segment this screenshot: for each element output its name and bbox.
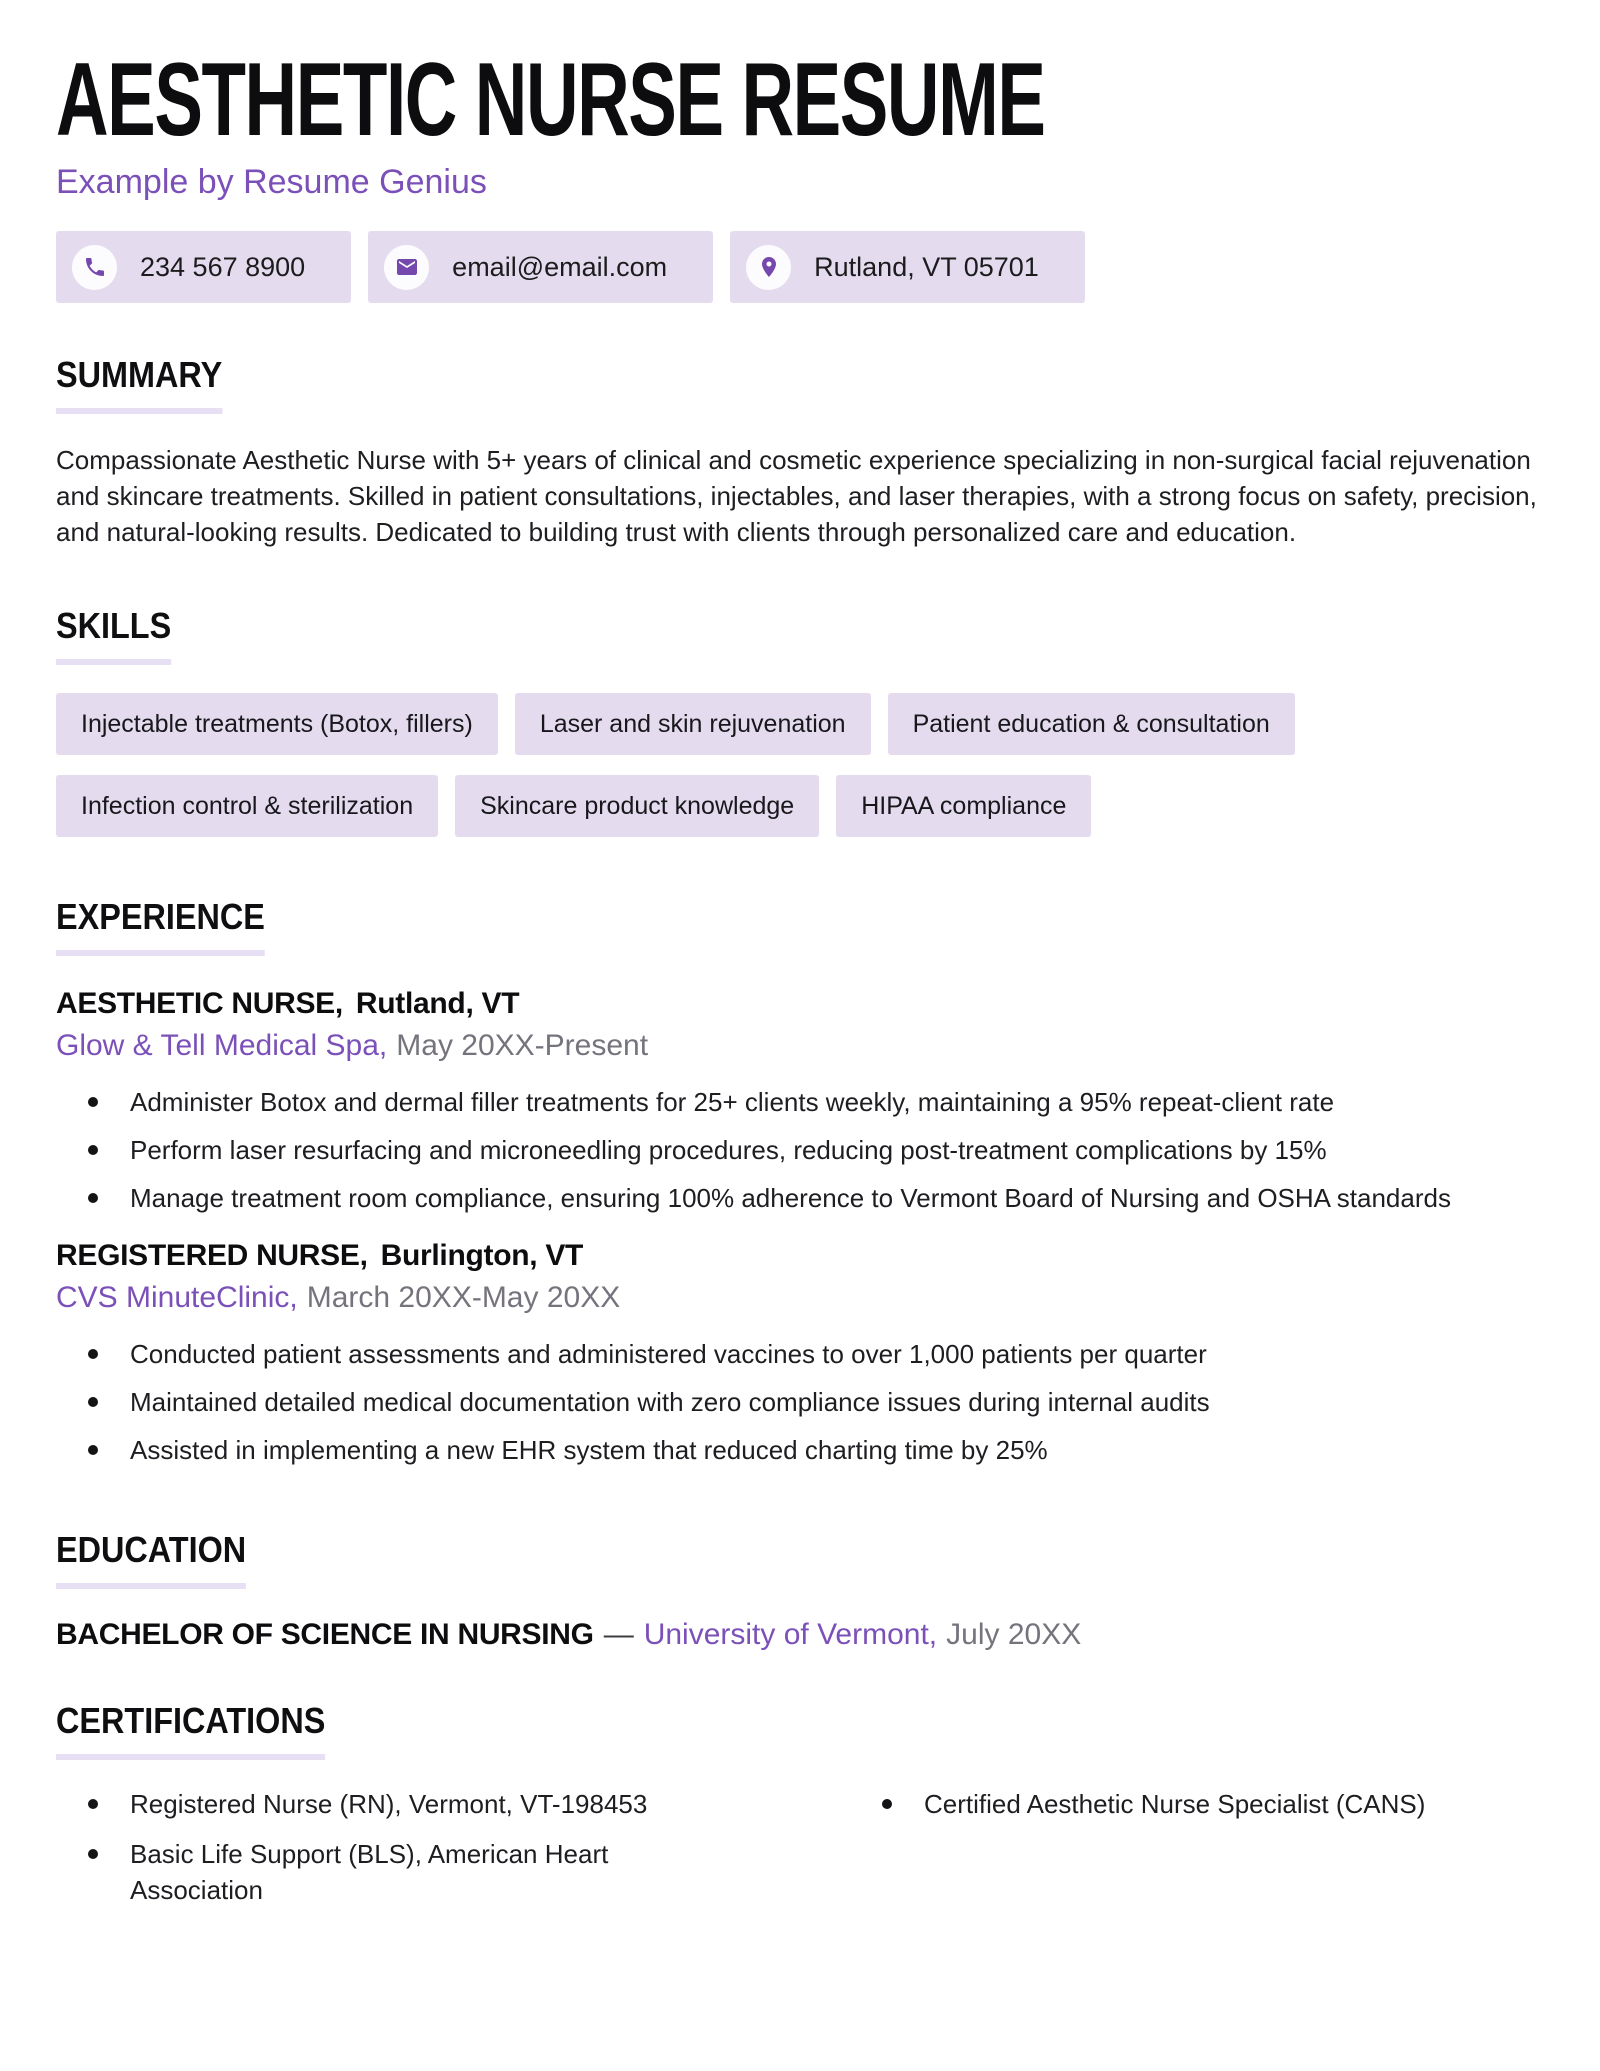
location-text: Rutland, VT 05701 (814, 251, 1039, 282)
certifications-section (56, 1701, 1544, 1922)
job-title-line (56, 1238, 1544, 1274)
skill-pill: Injectable treatments (Botox, fillers) (56, 693, 498, 755)
job-bullet-list (56, 1084, 1544, 1216)
job-bullet: Assisted in implementing a new EHR system that reduced charting time by 25% (88, 1432, 1544, 1468)
degree-name: BACHELOR OF SCIENCE IN NURSING (56, 1618, 594, 1651)
job-bullet: Maintained detailed medical documentation with zero compliance issues during internal audits (88, 1384, 1544, 1420)
phone-chip (56, 231, 351, 303)
skills-heading: SKILLS (56, 605, 172, 646)
degree-line (56, 1617, 1544, 1653)
job-title: REGISTERED NURSE, (56, 1239, 368, 1272)
job-bullet: Administer Botox and dermal filler treatments for 25+ clients weekly, maintaining a 95% repeat-client rate (88, 1084, 1544, 1120)
job-bullet: Manage treatment room compliance, ensuring 100% adherence to Vermont Board of Nursing and OSHA standards (88, 1180, 1544, 1216)
certification-item: Certified Aesthetic Nurse Specialist (CANS) (882, 1786, 1544, 1822)
job-bullet-list (56, 1336, 1544, 1468)
contact-chips-row (56, 231, 1544, 303)
skill-pill: HIPAA compliance (836, 775, 1091, 837)
job-dates: May 20XX-Present (396, 1029, 649, 1062)
company-name: CVS MinuteClinic, (56, 1281, 298, 1314)
skills-section (56, 606, 1544, 837)
skills-pill-list (56, 693, 1544, 837)
job-title: AESTHETIC NURSE, (56, 987, 343, 1020)
certifications-heading-rule (56, 1754, 325, 1760)
experience-section (56, 897, 1544, 1468)
certifications-heading: CERTIFICATIONS (56, 1700, 326, 1741)
summary-heading-rule (56, 408, 222, 414)
job-entry-aesthetic-nurse (56, 986, 1544, 1216)
skill-pill: Infection control & sterilization (56, 775, 438, 837)
phone-icon (72, 245, 117, 290)
experience-heading-rule (56, 950, 265, 956)
certification-item: Registered Nurse (RN), Vermont, VT-198453 (88, 1786, 648, 1822)
job-bullet: Perform laser resurfacing and microneedling procedures, reducing post-treatment complications by 15% (88, 1132, 1544, 1168)
experience-heading-block (56, 897, 265, 956)
company-name: Glow & Tell Medical Spa, (56, 1029, 388, 1062)
email-address: email@email.com (452, 251, 668, 282)
education-section (56, 1530, 1544, 1653)
summary-heading: SUMMARY (56, 354, 223, 395)
page-title (56, 42, 1544, 158)
email-icon (384, 245, 429, 290)
job-location: Burlington, VT (380, 1239, 584, 1272)
graduation-date: July 20XX (946, 1618, 1082, 1651)
skill-pill: Patient education & consultation (888, 693, 1295, 755)
education-heading-block (56, 1530, 246, 1589)
skills-heading-rule (56, 659, 171, 665)
resume-header (56, 42, 1544, 303)
phone-number: 234 567 8900 (140, 251, 306, 282)
job-dates: March 20XX-May 20XX (306, 1281, 621, 1314)
experience-heading: EXPERIENCE (56, 896, 265, 937)
location-chip (730, 231, 1085, 303)
certification-item: Basic Life Support (BLS), American Heart Association (88, 1836, 648, 1908)
job-meta-line (56, 1280, 1544, 1316)
job-bullet: Conducted patient assessments and administered vaccines to over 1,000 patients per quarter (88, 1336, 1544, 1372)
job-entry-registered-nurse (56, 1238, 1544, 1468)
summary-paragraph: Compassionate Aesthetic Nurse with 5+ years of clinical and cosmetic experience specializing in non-surgical facial rejuvenation and skincare treatments. Skilled in patient consultations, injectables, and laser therapies, with a strong focus on safety, precision, and natural-looking results. Dedicated to building trust with clients through personalized care and education. (56, 445, 1537, 547)
summary-section (56, 355, 1544, 550)
certifications-column-right (850, 1786, 1544, 1922)
job-meta-line (56, 1028, 1544, 1064)
degree-separator: — (603, 1618, 634, 1651)
education-heading-rule (56, 1583, 246, 1589)
page-title-text: AESTHETIC NURSE RESUME (56, 42, 1045, 158)
school-name: University of Vermont, (643, 1618, 938, 1651)
email-chip (368, 231, 713, 303)
certifications-column-left (56, 1786, 850, 1922)
education-heading: EDUCATION (56, 1529, 247, 1570)
page-subtitle: Example by Resume Genius (56, 163, 487, 201)
certifications-columns (56, 1786, 1544, 1922)
skill-pill: Skincare product knowledge (455, 775, 819, 837)
summary-heading-block (56, 355, 222, 414)
job-title-line (56, 986, 1544, 1022)
skills-heading-block (56, 606, 171, 665)
skill-pill: Laser and skin rejuvenation (515, 693, 871, 755)
certifications-heading-block (56, 1701, 325, 1760)
location-pin-icon (746, 245, 791, 290)
job-location: Rutland, VT (355, 987, 520, 1020)
